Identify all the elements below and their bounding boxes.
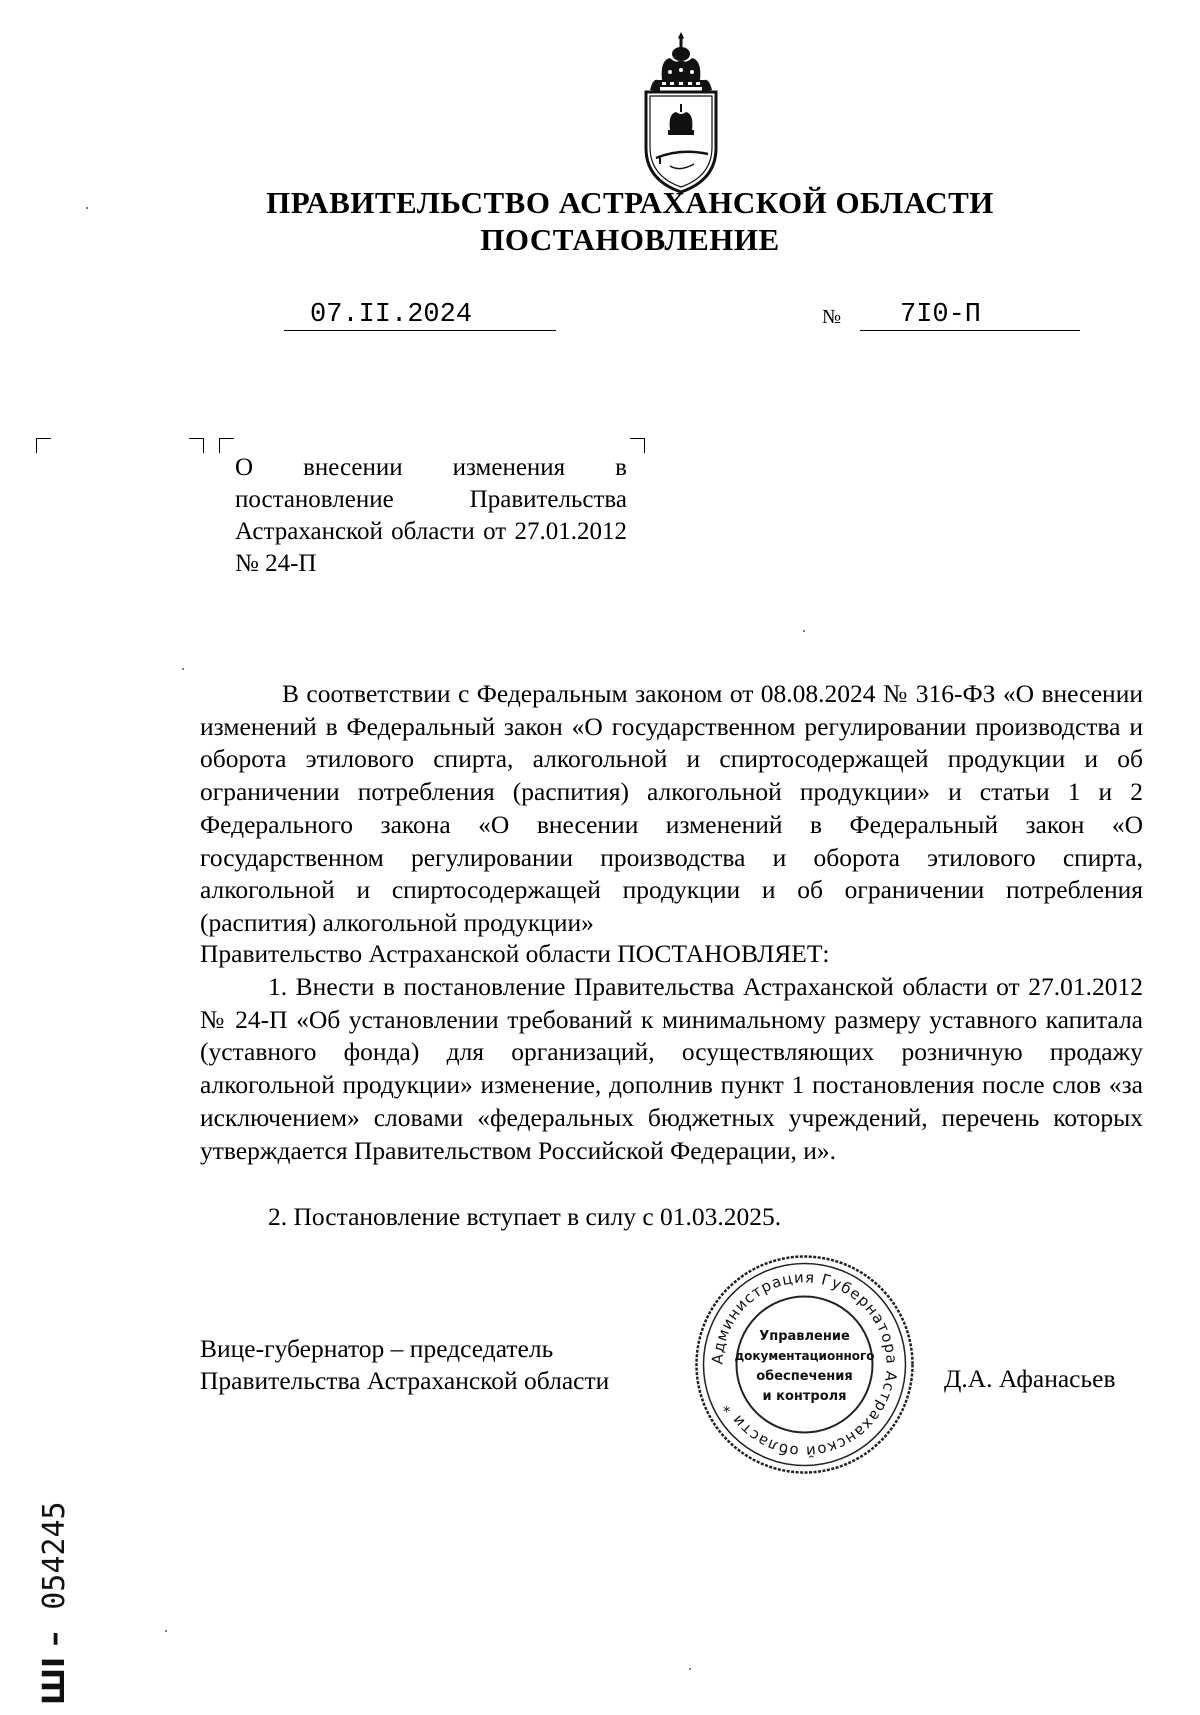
document-type: ПОСТАНОВЛЕНИЕ: [480, 222, 780, 257]
scan-speck: [803, 630, 805, 632]
scan-speck: [182, 668, 184, 670]
signatory-title-line-2: Правительства Астраханской области: [200, 1366, 610, 1395]
corner-mark-left: [36, 438, 51, 453]
signatory-title-line-1: Вице-губернатор – председатель: [200, 1334, 554, 1363]
seal-inner-line-1: Управление: [759, 1329, 850, 1344]
government-title: ПРАВИТЕЛЬСТВО АСТРАХАНСКОЙ ОБЛАСТИ: [266, 185, 994, 220]
document-date: 07.II.2024: [310, 300, 473, 330]
seal-inner-line-2: документационного: [734, 1349, 875, 1363]
scan-speck: [689, 1668, 691, 1670]
preamble-paragraph: В соответствии с Федеральным законом от 08.08.2024 № 316-ФЗ «О внесении изменений в Федеральный закон «О государственном регулировании производства и оборота этилового спирта, алкогольной и спиртосодержащей продукции и об ограничении потребления (распития) алкогольной продукции» и статьи 1 и 2 Федерального закона «О внесении изменений в Федеральный закон «О государственном регулировании производства и оборота этилового спирта, алкогольной и спиртосодержащей продукции и об ограничении потребления (распития) алкогольной продукции»: [200, 679, 1143, 937]
subject-bracket-left-outer: [189, 438, 204, 453]
scan-speck: [165, 1630, 167, 1632]
document-subject: О внесении изменения в постановление Правительства Астраханской области от 27.01.2012 № 24-П: [235, 454, 627, 577]
signatory-title: [200, 1333, 609, 1397]
clause-2: 2. Постановление вступает в силу с 01.03.2025.: [268, 1202, 782, 1231]
svg-text:ШI – 054245: [37, 1501, 72, 1705]
seal-inner-line-4: и контроля: [762, 1389, 847, 1404]
registration-prefix: ШI –: [37, 1631, 72, 1705]
coat-of-arms-emblem: [640, 30, 722, 195]
subject-bracket-left: [219, 438, 234, 453]
clause-1: 1. Внести в постановление Правительства Астраханской области от 27.01.2012 № 24-П «Об установлении требований к минимальному размеру уставного капитала (уставного фонда) для организаций, осуществляющих розничную продажу алкогольной продукции» изменение, дополнив пункт 1 постановления после слов «за исключением» словами «федеральных бюджетных учреждений, перечень которых утверждается Правительством Российской Федерации, и».: [200, 972, 1143, 1165]
seal-outer-text: Администрация Губернатора Астраханской области *: [708, 1268, 901, 1461]
seal-inner-line-3: обеспечения: [756, 1369, 853, 1384]
document-number: 7I0-П: [900, 300, 982, 330]
number-sign: №: [822, 306, 842, 328]
registration-number: [28, 1380, 78, 1710]
registration-digits: 054245: [37, 1501, 72, 1610]
subject-bracket-right: [630, 438, 645, 453]
signatory-name: Д.А. Афанасьев: [944, 1364, 1116, 1393]
scan-speck: [86, 207, 88, 209]
official-seal: [692, 1252, 917, 1477]
decree-line: Правительство Астраханской области ПОСТАНОВЛЯЕТ:: [200, 939, 830, 968]
